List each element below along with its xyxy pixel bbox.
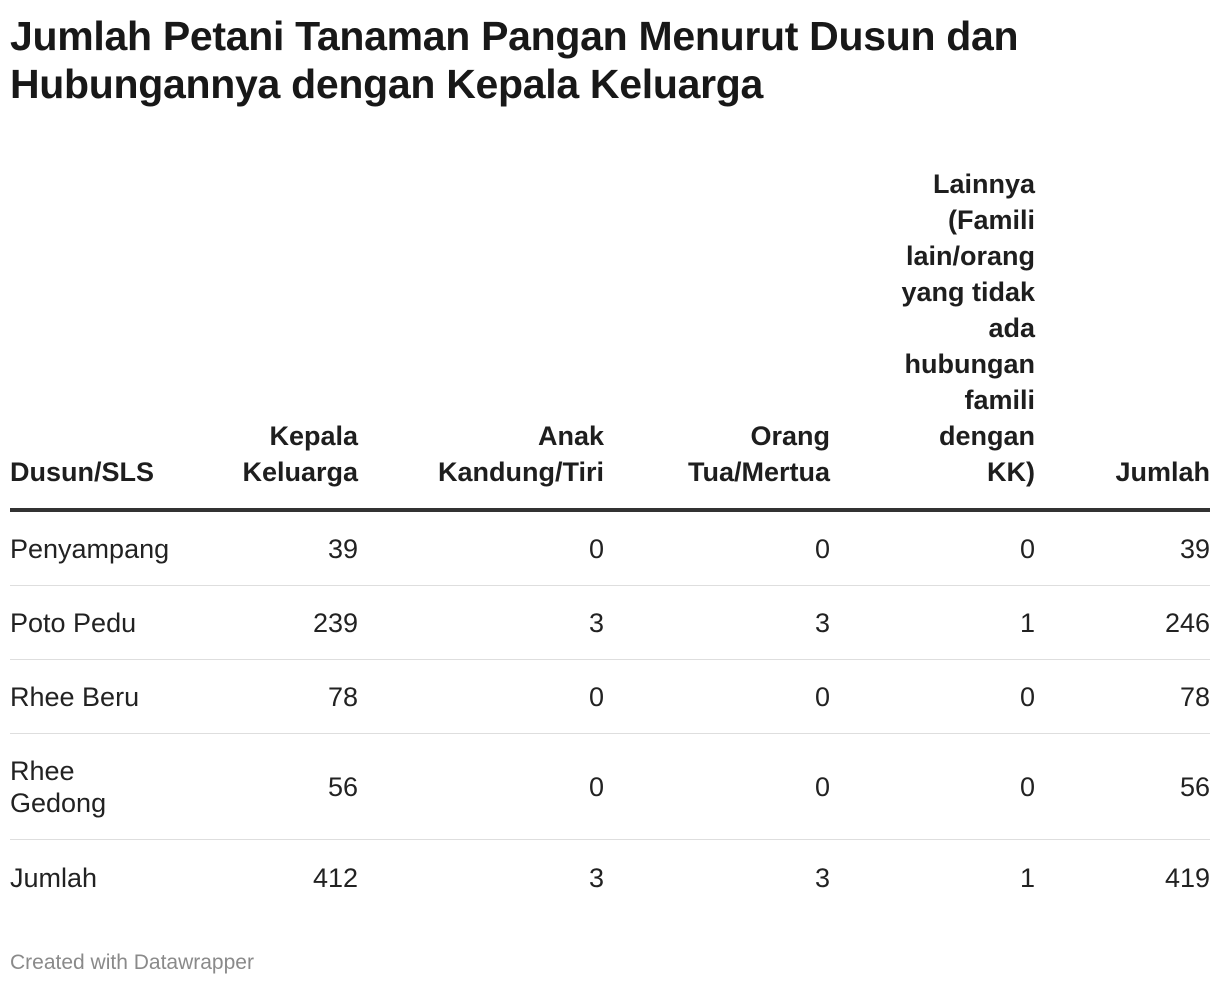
cell-kepala-keluarga: 78 (327, 681, 358, 712)
table-row (10, 586, 1210, 660)
cell-kepala-keluarga: 56 (327, 771, 358, 802)
cell-lainnya: 1 (1019, 607, 1035, 638)
table-row-total (10, 840, 1210, 915)
cell-dusun: Rhee Beru (10, 681, 140, 712)
cell-anak-kandung: 0 (588, 681, 604, 712)
table-row (10, 734, 1210, 840)
cell-jumlah: 246 (1164, 607, 1210, 638)
cell-dusun: Rhee Gedong (10, 755, 107, 818)
cell-dusun: Penyampang (10, 533, 170, 564)
cell-anak-kandung: 3 (588, 862, 604, 893)
table-row (10, 512, 1210, 586)
cell-jumlah: 39 (1179, 533, 1210, 564)
header-lainnya: Lainnya (Famili lain/orang yang tidak ada hubungan famili dengan KK) (901, 169, 1035, 487)
cell-orang-tua: 0 (814, 533, 830, 564)
header-orang-tua: Orang Tua/Mertua (687, 421, 830, 487)
cell-kepala-keluarga: 239 (312, 607, 358, 638)
cell-orang-tua: 3 (814, 862, 830, 893)
cell-dusun: Poto Pedu (10, 607, 137, 638)
cell-lainnya: 0 (1019, 771, 1035, 802)
cell-orang-tua: 3 (814, 607, 830, 638)
cell-lainnya: 0 (1019, 681, 1035, 712)
cell-orang-tua: 0 (814, 771, 830, 802)
cell-kepala-keluarga: 412 (312, 862, 358, 893)
header-anak-kandung: Anak Kandung/Tiri (438, 421, 604, 487)
cell-lainnya: 0 (1019, 533, 1035, 564)
cell-dusun: Jumlah (10, 862, 98, 893)
cell-lainnya: 1 (1019, 862, 1035, 893)
cell-kepala-keluarga: 39 (327, 533, 358, 564)
header-dusun: Dusun/SLS (10, 457, 155, 487)
chart-title: Jumlah Petani Tanaman Pangan Menurut Dusun dan Hubungannya dengan Kepala Keluarga (10, 13, 1019, 107)
table-row (10, 660, 1210, 734)
cell-jumlah: 78 (1179, 681, 1210, 712)
cell-orang-tua: 0 (814, 681, 830, 712)
cell-jumlah: 419 (1164, 862, 1210, 893)
cell-anak-kandung: 0 (588, 533, 604, 564)
header-jumlah: Jumlah (1115, 457, 1210, 487)
data-table (10, 160, 1210, 915)
cell-anak-kandung: 0 (588, 771, 604, 802)
cell-anak-kandung: 3 (588, 607, 604, 638)
header-kepala-keluarga: Kepala Keluarga (242, 421, 358, 487)
footer-credit: Created with Datawrapper (10, 951, 254, 974)
cell-jumlah: 56 (1179, 771, 1210, 802)
table-header (10, 160, 1210, 512)
